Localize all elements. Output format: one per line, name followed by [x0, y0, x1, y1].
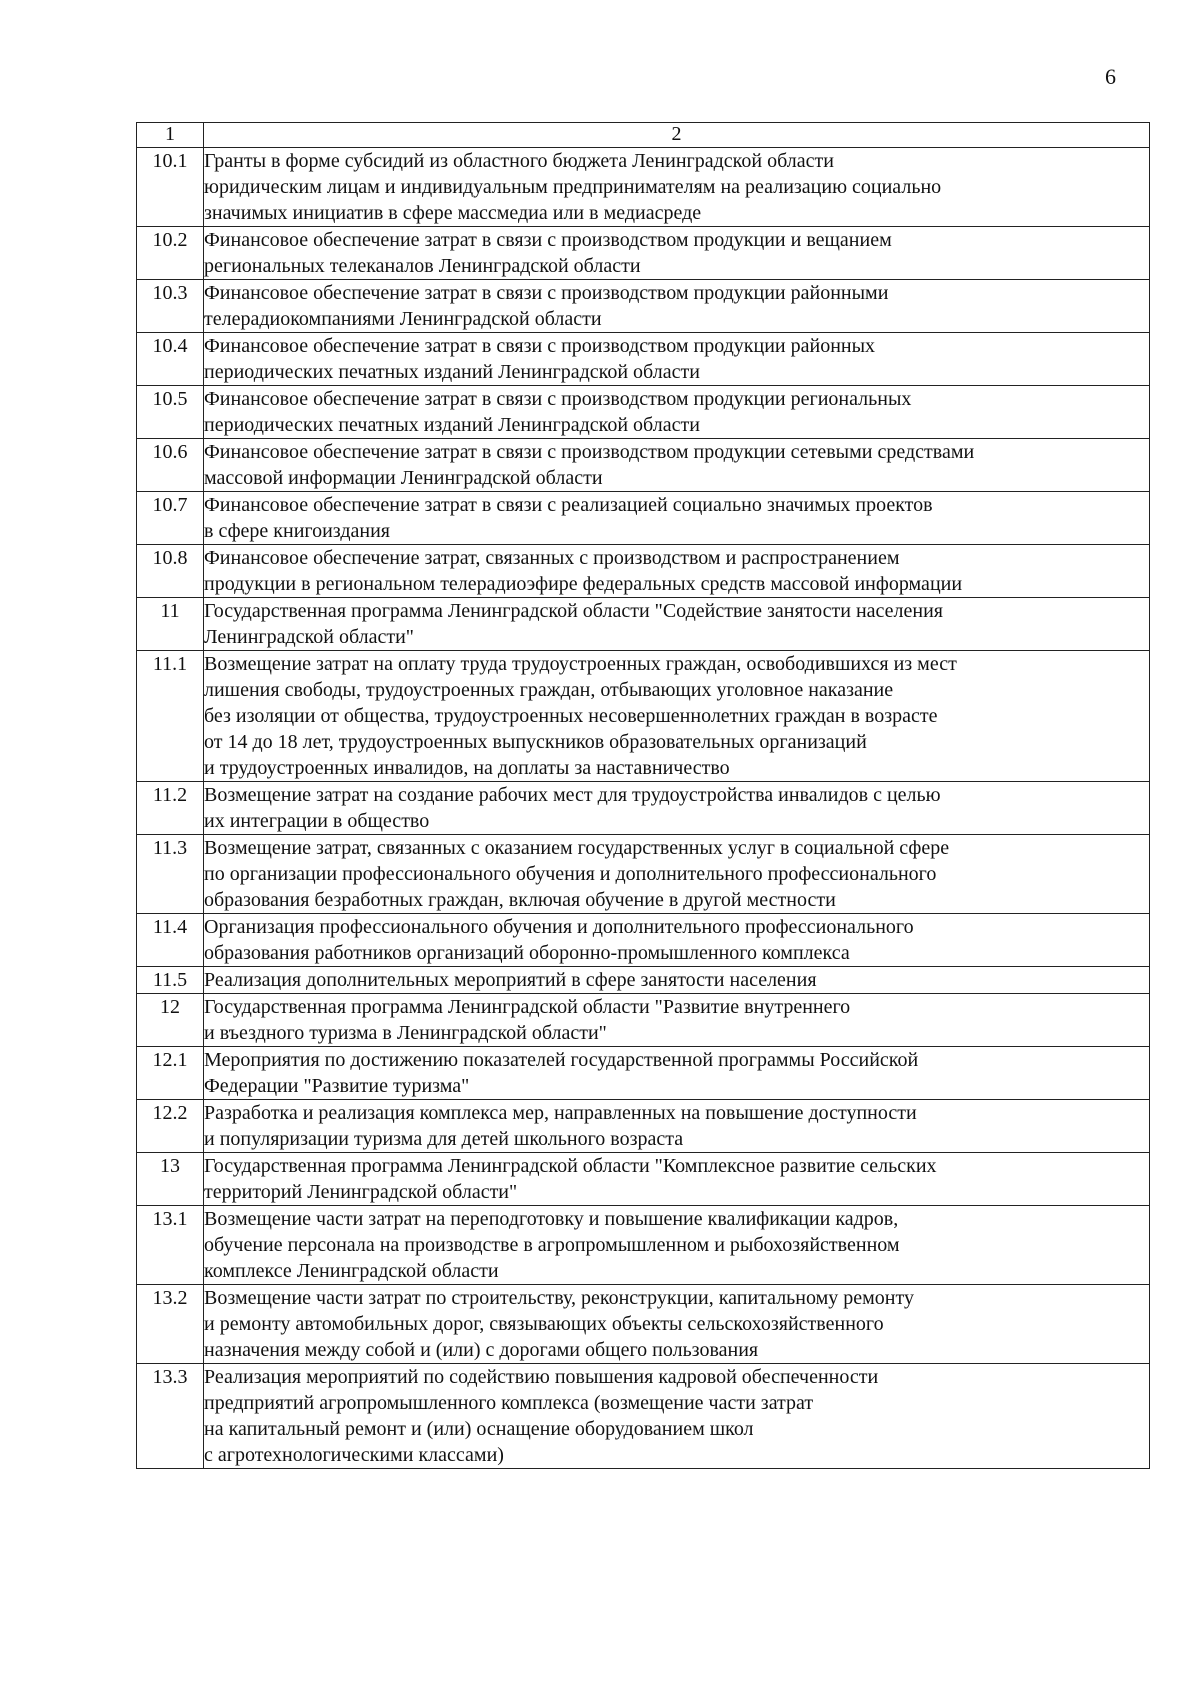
row-number: 10.3: [137, 280, 204, 333]
row-number: 11.5: [137, 967, 204, 994]
row-text: Финансовое обеспечение затрат в связи с производством продукции и вещанием региональных телеканалов Ленинградской области: [204, 227, 1150, 280]
row-text: Возмещение затрат на создание рабочих мест для трудоустройства инвалидов с целью их интеграции в общество: [204, 782, 1150, 835]
table-row: [137, 1285, 1150, 1364]
table-row: [137, 835, 1150, 914]
row-number: 10.5: [137, 386, 204, 439]
row-text: Государственная программа Ленинградской области "Содействие занятости населения Ленинградской области": [204, 598, 1150, 651]
row-number: 13.2: [137, 1285, 204, 1364]
row-text: Финансовое обеспечение затрат в связи с производством продукции сетевыми средствами массовой информации Ленинградской области: [204, 439, 1150, 492]
table-row: [137, 148, 1150, 227]
row-number: 11.4: [137, 914, 204, 967]
row-number: 10.7: [137, 492, 204, 545]
table-row: [137, 651, 1150, 782]
row-text: Возмещение части затрат на переподготовку и повышение квалификации кадров, обучение персонала на производстве в агропромышленном и рыбохозяйственном комплексе Ленинградской области: [204, 1206, 1150, 1285]
row-text: Государственная программа Ленинградской области "Комплексное развитие сельских территорий Ленинградской области": [204, 1153, 1150, 1206]
table-row: [137, 280, 1150, 333]
column-header-number: 1: [137, 123, 204, 148]
row-text: Организация профессионального обучения и дополнительного профессионального образования работников организаций оборонно-промышленного комплекса: [204, 914, 1150, 967]
row-number: 11.1: [137, 651, 204, 782]
row-text: Финансовое обеспечение затрат в связи с производством продукции районных периодических печатных изданий Ленинградской области: [204, 333, 1150, 386]
row-text: Государственная программа Ленинградской области "Развитие внутреннего и въездного туризма в Ленинградской области": [204, 994, 1150, 1047]
table-row: [137, 1206, 1150, 1285]
row-text: Финансовое обеспечение затрат в связи с производством продукции региональных периодических печатных изданий Ленинградской области: [204, 386, 1150, 439]
row-number: 10.8: [137, 545, 204, 598]
table-row: [137, 439, 1150, 492]
row-text: Возмещение части затрат по строительству, реконструкции, капитальному ремонту и ремонту автомобильных дорог, связывающих объекты сельскохозяйственного назначения между собой и (или) с дорогами общего пользования: [204, 1285, 1150, 1364]
row-number: 13.1: [137, 1206, 204, 1285]
row-number: 10.1: [137, 148, 204, 227]
table-row: [137, 227, 1150, 280]
table-row: [137, 914, 1150, 967]
row-number: 12.1: [137, 1047, 204, 1100]
row-number: 13.3: [137, 1364, 204, 1469]
row-number: 10.4: [137, 333, 204, 386]
table-row: [137, 598, 1150, 651]
row-number: 12.2: [137, 1100, 204, 1153]
row-text: Реализация дополнительных мероприятий в сфере занятости населения: [204, 967, 1150, 994]
row-number: 12: [137, 994, 204, 1047]
table-row: [137, 1047, 1150, 1100]
table-row: [137, 492, 1150, 545]
row-text: Реализация мероприятий по содействию повышения кадровой обеспеченности предприятий агропромышленного комплекса (возмещение части затрат на капитальный ремонт и (или) оснащение оборудованием школ с агротехнологическими классами): [204, 1364, 1150, 1469]
table-row: [137, 782, 1150, 835]
row-text: Гранты в форме субсидий из областного бюджета Ленинградской области юридическим лицам и индивидуальным предпринимателям на реализацию социально значимых инициатив в сфере массмедиа или в медиасреде: [204, 148, 1150, 227]
row-text: Возмещение затрат на оплату труда трудоустроенных граждан, освободившихся из мест лишения свободы, трудоустроенных граждан, отбывающих уголовное наказание без изоляции от общества, трудоустроенных несовершеннолетних граждан в возрасте от 14 до 18 лет, трудоустроенных выпускников образовательных организаций и трудоустроенных инвалидов, на доплаты за наставничество: [204, 651, 1150, 782]
row-number: 13: [137, 1153, 204, 1206]
row-number: 11.3: [137, 835, 204, 914]
table-body: [137, 148, 1150, 1469]
row-number: 11.2: [137, 782, 204, 835]
table-row: [137, 967, 1150, 994]
table-row: [137, 994, 1150, 1047]
page-number: 6: [1105, 64, 1116, 89]
row-text: Разработка и реализация комплекса мер, направленных на повышение доступности и популяризации туризма для детей школьного возраста: [204, 1100, 1150, 1153]
table-row: [137, 1153, 1150, 1206]
row-text: Финансовое обеспечение затрат в связи с реализацией социально значимых проектов в сфере книгоиздания: [204, 492, 1150, 545]
document-table: [136, 122, 1150, 1469]
row-text: Финансовое обеспечение затрат в связи с производством продукции районными телерадиокомпаниями Ленинградской области: [204, 280, 1150, 333]
row-number: 10.2: [137, 227, 204, 280]
row-number: 11: [137, 598, 204, 651]
row-number: 10.6: [137, 439, 204, 492]
table-row: [137, 545, 1150, 598]
row-text: Возмещение затрат, связанных с оказанием государственных услуг в социальной сфере по организации профессионального обучения и дополнительного профессионального образования безработных граждан, включая обучение в другой местности: [204, 835, 1150, 914]
column-header-name: 2: [204, 123, 1150, 148]
table-row: [137, 1364, 1150, 1469]
row-text: Финансовое обеспечение затрат, связанных с производством и распространением продукции в региональном телерадиоэфире федеральных средств массовой информации: [204, 545, 1150, 598]
table-header-row: [137, 123, 1150, 148]
table-row: [137, 1100, 1150, 1153]
table-row: [137, 333, 1150, 386]
row-text: Мероприятия по достижению показателей государственной программы Российской Федерации "Развитие туризма": [204, 1047, 1150, 1100]
table-row: [137, 386, 1150, 439]
